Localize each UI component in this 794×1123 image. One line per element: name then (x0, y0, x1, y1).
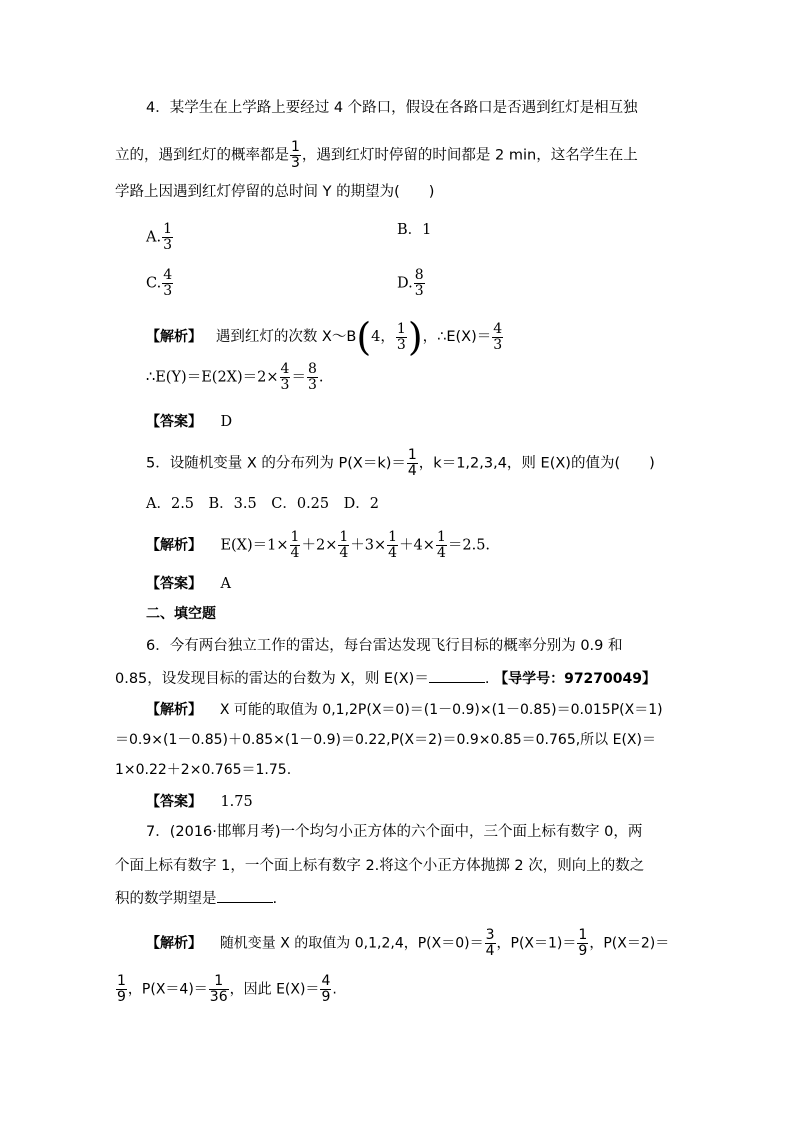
fraction: $\frac{3}{4}$ (485, 927, 495, 959)
answer-blank (217, 888, 273, 903)
fraction: $\frac{1}{4}$ (407, 447, 417, 479)
fraction: $\frac{4}{3}$ (163, 267, 173, 299)
q6-line2: 0.85，设发现目标的雷达的台数为 X，则 E(X)＝ . 【导学号：97270049】 (115, 668, 656, 689)
answer-tag: 【答案】 (146, 794, 202, 810)
answer-blank (429, 668, 485, 683)
q5-options: A．2.5 B．3.5 C．0.25 D．2 (146, 496, 379, 512)
fraction: $\frac{1}{3}$ (291, 139, 300, 171)
q4-line2-a: 立的，遇到红灯的概率都是 (115, 147, 289, 164)
fraction: $\frac{1}{4}$ (339, 529, 349, 561)
fraction: $\frac{8}{3}$ (307, 361, 317, 393)
q4-line1: 4．某学生在上学路上要经过 4 个路口，假设在各路口是否遇到红灯是相互独 (146, 100, 638, 116)
fraction: $\frac{1}{9}$ (578, 927, 588, 959)
fraction: $\frac{1}{9}$ (117, 973, 126, 1005)
fraction: $\frac{1}{4}$ (388, 529, 398, 561)
q7-line2: 个面上标有数字 1，一个面上标有数字 2.将这个小正方体抛掷 2 次，则向上的数之 (115, 858, 645, 874)
fraction: $\frac{4}{3}$ (493, 320, 503, 353)
q7-analysis-line1: 【解析】 随机变量 X 的取值为 0,1,2,4，P(X＝0)＝ $\frac{3}{4}$ ，P(X＝1)＝ $\frac{1}{9}$ ，P(X＝2)＝ (146, 927, 670, 959)
q6-analysis-line3: 1×0.22＋2×0.765＝1.75. (115, 762, 292, 778)
analysis-tag: 【解析】 (146, 702, 202, 718)
fraction: $\frac{1}{3}$ (163, 221, 173, 253)
q4-option-b: B．1 (397, 222, 432, 238)
q6-analysis-line2: ＝0.9×(1－0.85)＋0.85×(1－0.9)＝0.22,P(X＝2)＝0.9×0.85＝0.765,所以 E(X)＝ (115, 732, 656, 748)
q4-analysis: 【解析】 遇到红灯的次数 X～B(4， $\frac{1}{3}$ )，∴E(X)＝ $\frac{4}{3}$ (146, 315, 503, 359)
q4-option-c: C. $\frac{4}{3}$ (146, 267, 173, 299)
q4-option-a: A. $\frac{1}{3}$ (146, 221, 173, 253)
q4-ey-line: ∴E(Y)＝E(2X)＝2× $\frac{4}{3}$ ＝ $\frac{8}{3}$ . (146, 361, 324, 393)
answer-tag: 【答案】 (146, 576, 202, 592)
q4-option-d: D. $\frac{8}{3}$ (397, 267, 424, 299)
q4-line2 (115, 140, 638, 171)
fraction: $\frac{1}{4}$ (290, 529, 300, 561)
q5-answer: 【答案】 A (146, 576, 231, 592)
fraction: $\frac{1}{4}$ (436, 529, 446, 561)
q7-line1: 7．(2016·邯郸月考)一个均匀小正方体的六个面中，三个面上标有数字 0，两 (146, 824, 643, 840)
fraction: $\frac{8}{3}$ (414, 267, 424, 299)
analysis-tag: 【解析】 (146, 329, 202, 345)
q6-answer: 【答案】 1.75 (146, 794, 253, 810)
analysis-tag: 【解析】 (146, 935, 202, 952)
fraction: $\frac{4}{9}$ (321, 973, 331, 1005)
analysis-tag: 【解析】 (146, 537, 202, 554)
q7-line3: 积的数学期望是 . (115, 888, 277, 909)
fraction: $\frac{4}{3}$ (280, 361, 290, 393)
q5-analysis: 【解析】 E(X)＝1× $\frac{1}{4}$ ＋2× $\frac{1}{4}$ ＋3× $\frac{1}{4}$ ＋4× $\frac{1}{4}$ ＝2.5. (146, 529, 491, 561)
q4-answer: 【答案】 D (146, 414, 233, 430)
q6-line1: 6．今有两台独立工作的雷达，每台雷达发现飞行目标的概率分别为 0.9 和 (146, 638, 623, 654)
section-title: 二、填空题 (146, 606, 216, 622)
q4-line3: 学路上因遇到红灯停留的总时间 Y 的期望为( ) (115, 184, 435, 200)
answer-tag: 【答案】 (146, 414, 202, 430)
fraction: $\frac{1}{3}$ (396, 320, 406, 353)
q6-analysis-line1: 【解析】 X 可能的取值为 0,1,2P(X＝0)＝(1－0.9)×(1－0.85)＝0.015P(X＝1) (146, 702, 663, 718)
q4-line2-b: ，遇到红灯时停留的时间都是 2 min，这名学生在上 (301, 147, 638, 164)
q7-analysis-line2: $\frac{1}{9}$ ，P(X＝4)＝ $\frac{1}{36}$ ，因此 E(X)＝ $\frac{4}{9}$ . (117, 973, 337, 1005)
fraction: $\frac{1}{36}$ (209, 973, 228, 1005)
guide-number: 【导学号：97270049】 (494, 671, 657, 687)
q5-line1: 5．设随机变量 X 的分布列为 P(X＝k)＝ $\frac{1}{4}$ ，k＝1,2,3,4，则 E(X)的值为( ) (146, 447, 655, 479)
